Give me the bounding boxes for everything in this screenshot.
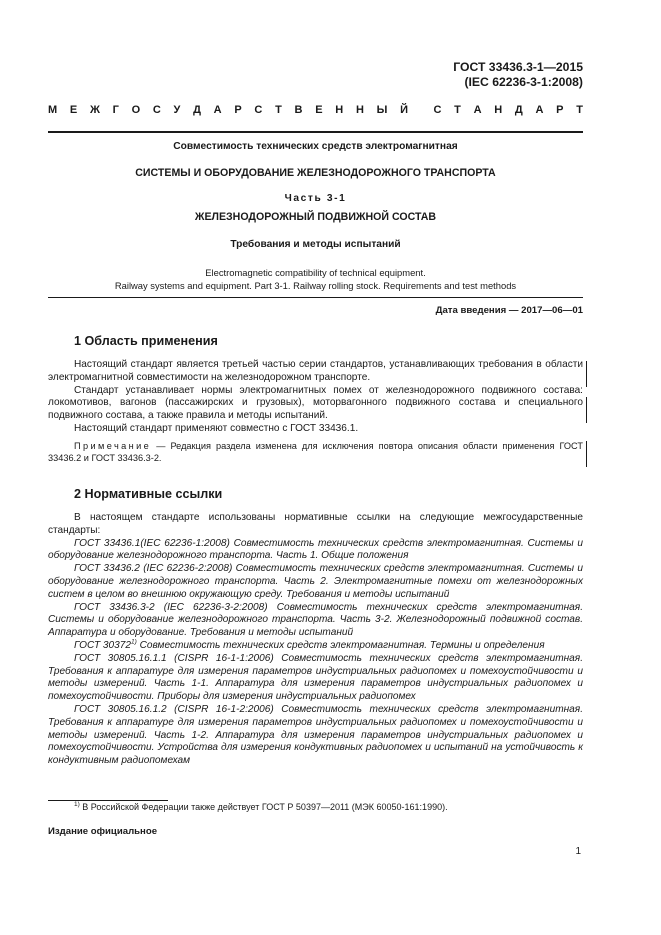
reference-item: ГОСТ 33436.2 (IEC 62236-2:2008) Совместимость технических средств электромагнитная. Системы и оборудование железнодорожного транспорта. Часть 2. Электромагнитные помехи от железнодорожных систем в целом во внешнюю окружающую среду. Требования и методы испытаний: [48, 563, 583, 600]
banner-letter: А: [535, 104, 544, 116]
banner-letter: С: [152, 104, 161, 116]
section-1-paragraph-1: Настоящий стандарт является третьей частью серии стандартов, устанавливающих требования в области электромагнитной совместимости на железнодорожном транспорте.: [48, 359, 583, 383]
banner-letter: Е: [69, 104, 78, 116]
standard-code: [453, 60, 583, 90]
reference-item: ГОСТ 33436.1(IEC 62236-1:2008) Совместимость технических средств электромагнитная. Системы и оборудование железнодорожного транспорта. Часть 1. Общие положения: [48, 537, 583, 562]
banner-letter: Н: [335, 104, 344, 116]
banner-letter: Г: [112, 104, 119, 116]
banner-letter: Д: [193, 104, 201, 116]
section-2-heading: 2 Нормативные ссылки: [74, 487, 223, 501]
banner-letter: Н: [355, 104, 364, 116]
reference-item: ГОСТ 30805.16.1.2 (CISPR 16-1-2:2006) Совместимость технических средств электромагнитная. Требования к аппаратуре для измерения параметров индустриальных радиопомех и помехоустойчивости и методы измерений. Часть 1-2. Аппаратура для измерения параметров индустриальных радиопомех и помехоустойчивости. Устройства для измерения кондуктивных радиопомех и испытаний на устойчивость к кондуктивным радиопомехам: [48, 703, 583, 767]
title-rolling-stock: ЖЕЛЕЗНОДОРОЖНЫЙ ПОДВИЖНОЙ СОСТАВ: [194, 211, 437, 223]
footnote-mark: 1): [131, 638, 137, 646]
banner-letter: Т: [454, 104, 461, 116]
section-1-body: [48, 359, 583, 464]
banner-letter: Р: [556, 104, 564, 116]
footnote-mark: 1): [74, 801, 80, 808]
title-english-line2: Railway systems and equipment. Part 3-1. Railway rolling stock. Requirements and test methods: [114, 280, 517, 291]
standard-code-iec: (IEC 62236-3-1:2008): [464, 75, 583, 89]
banner-letter: С: [254, 104, 263, 116]
note-text: — Редакция раздела изменена для исключения повтора описания области применения ГОСТ 33436.2 и ГОСТ 33436.3-2.: [48, 440, 583, 463]
section-1-paragraph-2: Стандарт устанавливает нормы электромагнитных помех от железнодорожного подвижного состава: локомотивов, вагонов (пассажирских и грузовых), моторвагонного подвижного состава и специального подвижного состава, а также правила и методы испытаний.: [48, 384, 583, 422]
footnote-text: В Российской Федерации также действует ГОСТ Р 50397—2011 (МЭК 60050-161:1990).: [79, 802, 448, 812]
change-bar: [586, 441, 587, 467]
banner-letter: Й: [400, 104, 409, 116]
banner-letter: А: [473, 104, 482, 116]
title-rule: [48, 297, 583, 298]
section-2-intro: В настоящем стандарте использованы нормативные ссылки на следующие межгосударственные стандарты:: [48, 512, 583, 536]
title-english: [48, 266, 583, 292]
banner-letter: У: [173, 104, 181, 116]
banner-letter: Ж: [89, 104, 100, 116]
reference-item: ГОСТ 30805.16.1.1 (CISPR 16-1-1:2006) Совместимость технических средств электромагнитная. Требования к аппаратуре для измерения параметров индустриальных радиопомех и помехоустойчивости и методы измерений. Часть 1-1. Аппаратура для измерения параметров индустриальных радиопомех и помехоустойчивости. Приборы для измерения индустриальных радиопомех: [48, 652, 583, 703]
banner-letter: Т: [275, 104, 282, 116]
footnote-rule: [48, 800, 168, 801]
banner-letter: А: [213, 104, 222, 116]
introduction-date: Дата введения — 2017—06—01: [435, 305, 583, 316]
title-part: Часть 3-1: [284, 193, 347, 204]
interstate-standard-banner: [48, 104, 583, 116]
footnote: [74, 802, 448, 812]
reference-code: ГОСТ 30372: [74, 639, 131, 651]
banner-letter: Т: [576, 104, 583, 116]
title-english-line1: Electromagnetic compatibility of technical equipment.: [205, 267, 426, 278]
standard-code-gost: ГОСТ 33436.3-1—2015: [453, 60, 583, 74]
change-bar: [586, 397, 587, 423]
banner-letter: Е: [315, 104, 323, 116]
banner-letter: Ы: [376, 104, 388, 116]
section-1-note: [48, 440, 583, 464]
official-edition-label: Издание официальное: [48, 826, 158, 837]
banner-letter: О: [131, 104, 141, 116]
header-rule: [48, 131, 583, 133]
section-1-paragraph-3: Настоящий стандарт применяют совместно с ГОСТ 33436.1.: [74, 422, 359, 434]
change-bar: [586, 361, 587, 387]
page-number: 1: [575, 846, 581, 857]
banner-letter: М: [48, 104, 58, 116]
reference-item: ГОСТ 33436.3-2 (IEC 62236-3-2:2008) Совместимость технических средств электромагнитная. Системы и оборудование железнодорожного транспорта. Часть 3-2. Железнодорожный подвижной состав. Аппаратура и оборудование. Требования и методы испытаний: [48, 601, 583, 639]
banner-letter: В: [294, 104, 303, 116]
note-label: Примечание: [74, 440, 152, 451]
banner-letter: Д: [514, 104, 523, 116]
banner-letter: Н: [494, 104, 503, 116]
banner-letter: С: [433, 104, 442, 116]
title-systems: СИСТЕМЫ И ОБОРУДОВАНИЕ ЖЕЛЕЗНОДОРОЖНОГО ТРАНСПОРТА: [135, 167, 496, 179]
section-1-heading: 1 Область применения: [74, 334, 218, 348]
title-compatibility: Совместимость технических средств электромагнитная: [173, 141, 458, 152]
banner-letter: Р: [234, 104, 242, 116]
reference-item: [48, 640, 583, 653]
reference-title: Совместимость технических средств электромагнитная. Термины и определения: [136, 639, 545, 651]
section-2-body: [48, 512, 583, 768]
title-requirements: Требования и методы испытаний: [230, 239, 401, 250]
